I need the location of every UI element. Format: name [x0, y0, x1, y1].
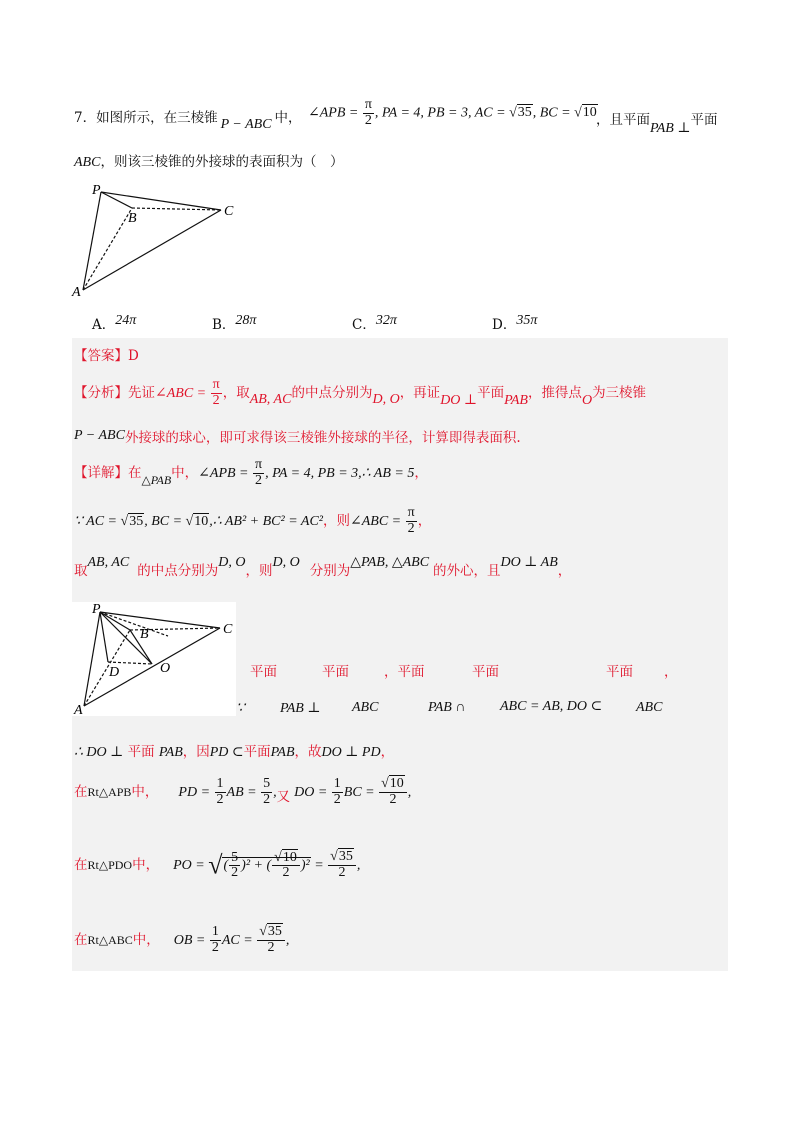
svg-text:O: O: [160, 661, 171, 676]
svg-text:D: D: [109, 665, 120, 680]
detail-pab-perp: PAB ⊥: [280, 701, 321, 716]
option-b[interactable]: B．28π: [212, 313, 257, 333]
question-line-2: ABC，则该三棱锥的外接球的表面积为（ ）: [74, 154, 344, 170]
label-b: B: [128, 211, 137, 226]
svg-text:B: B: [140, 627, 149, 642]
answer-line: [74, 344, 139, 364]
analysis-tag: 【分析】: [74, 385, 128, 401]
detail-because-2: ∵: [236, 701, 245, 716]
tetrahedron-figure-with-midpoints: [72, 602, 238, 716]
detail-abc-1: ABC: [352, 700, 379, 715]
option-a[interactable]: A．24π: [92, 313, 137, 333]
edge-ac: [83, 210, 221, 290]
detail-rt-abc-line: 在Rt△ABC中， OB = $\frac{1}{2}$ AC = $\frac{√35}{2}$ ,: [74, 924, 290, 955]
label-c: C: [224, 204, 234, 219]
plane-word-5: 平面: [606, 664, 633, 680]
detail-line-2: ∵ AC = √35, BC = √10,∴ AB² + BC² = AC²，则∠ABC = $\frac{\pi}{2}$ ，: [74, 505, 432, 536]
question-number: 7．: [74, 110, 97, 126]
plane-word-6: ，: [664, 664, 678, 680]
answer-value: D: [128, 348, 139, 364]
option-c[interactable]: C．32π: [352, 313, 397, 333]
analysis-line-1: 【分析】先证∠ABC = $\frac{\pi}{2}$ ，取AB, AC的中点分别为D, O，再证DO ⊥平面PAB，推得点O为三棱锥: [74, 377, 647, 408]
plane-word-2: 平面: [322, 664, 349, 680]
plane-word-3: ，平面: [384, 664, 425, 680]
plane-word-4: 平面: [472, 664, 499, 680]
plane-word-1: 平面: [250, 664, 277, 680]
tetrahedron-figure: [70, 180, 250, 300]
question-given: ∠APB = $\frac{\pi}{2}$ , PA = 4, PB = 3, AC = √35, BC = √10: [308, 97, 597, 128]
svg-text:C: C: [223, 622, 233, 637]
detail-abc-eq: ABC = AB, DO ⊂: [500, 699, 603, 714]
svg-text:A: A: [74, 703, 83, 716]
detail-abc-2: ABC: [636, 700, 663, 715]
label-p: P: [92, 183, 101, 198]
detail-pab-cap: PAB ∩: [428, 700, 466, 715]
question-line-1: 7．如图所示，在三棱锥 P − ABC 中，: [74, 110, 302, 132]
detail-rt-pdo-line: 在Rt△PDO中， PO = √( $\frac{5}{2}$ )² + ( $\frac{√10}{2}$ )² = $\frac{√35}{2}$ ,: [74, 849, 361, 881]
detail-line-1: 【详解】在△PAB中，∠APB = $\frac{\pi}{2}$ , PA = 4, PB = 3,∴ AB = 5，: [74, 457, 428, 488]
detail-rt-apb-line: 在Rt△APB中， PD = $\frac{1}{2}$ AB = $\frac{5}{2}$ ,又 DO = $\frac{1}{2}$ BC = $\frac{√10}{2}$ ,: [74, 776, 412, 807]
question-line-1-tail: ，且平面PAB ⊥平面: [596, 112, 718, 136]
detail-therefore-line: ∴ DO ⊥ 平面 PAB，因PD ⊂平面PAB，故DO ⊥ PD，: [74, 744, 395, 760]
analysis-line-2: P − ABC外接球的球心，即可求得该三棱锥外接球的半径，计算即得表面积.: [74, 428, 521, 446]
answer-tag: 【答案】: [74, 348, 128, 364]
detail-line-3: 取AB, AC的中点分别为D, O，则D, O分别为△PAB, △ABC的外心，且DO ⊥ AB，: [74, 555, 572, 579]
detail-tag: 【详解】: [74, 465, 128, 481]
svg-text:P: P: [92, 602, 101, 617]
label-a: A: [72, 285, 81, 300]
option-d[interactable]: D．35π: [492, 313, 538, 333]
